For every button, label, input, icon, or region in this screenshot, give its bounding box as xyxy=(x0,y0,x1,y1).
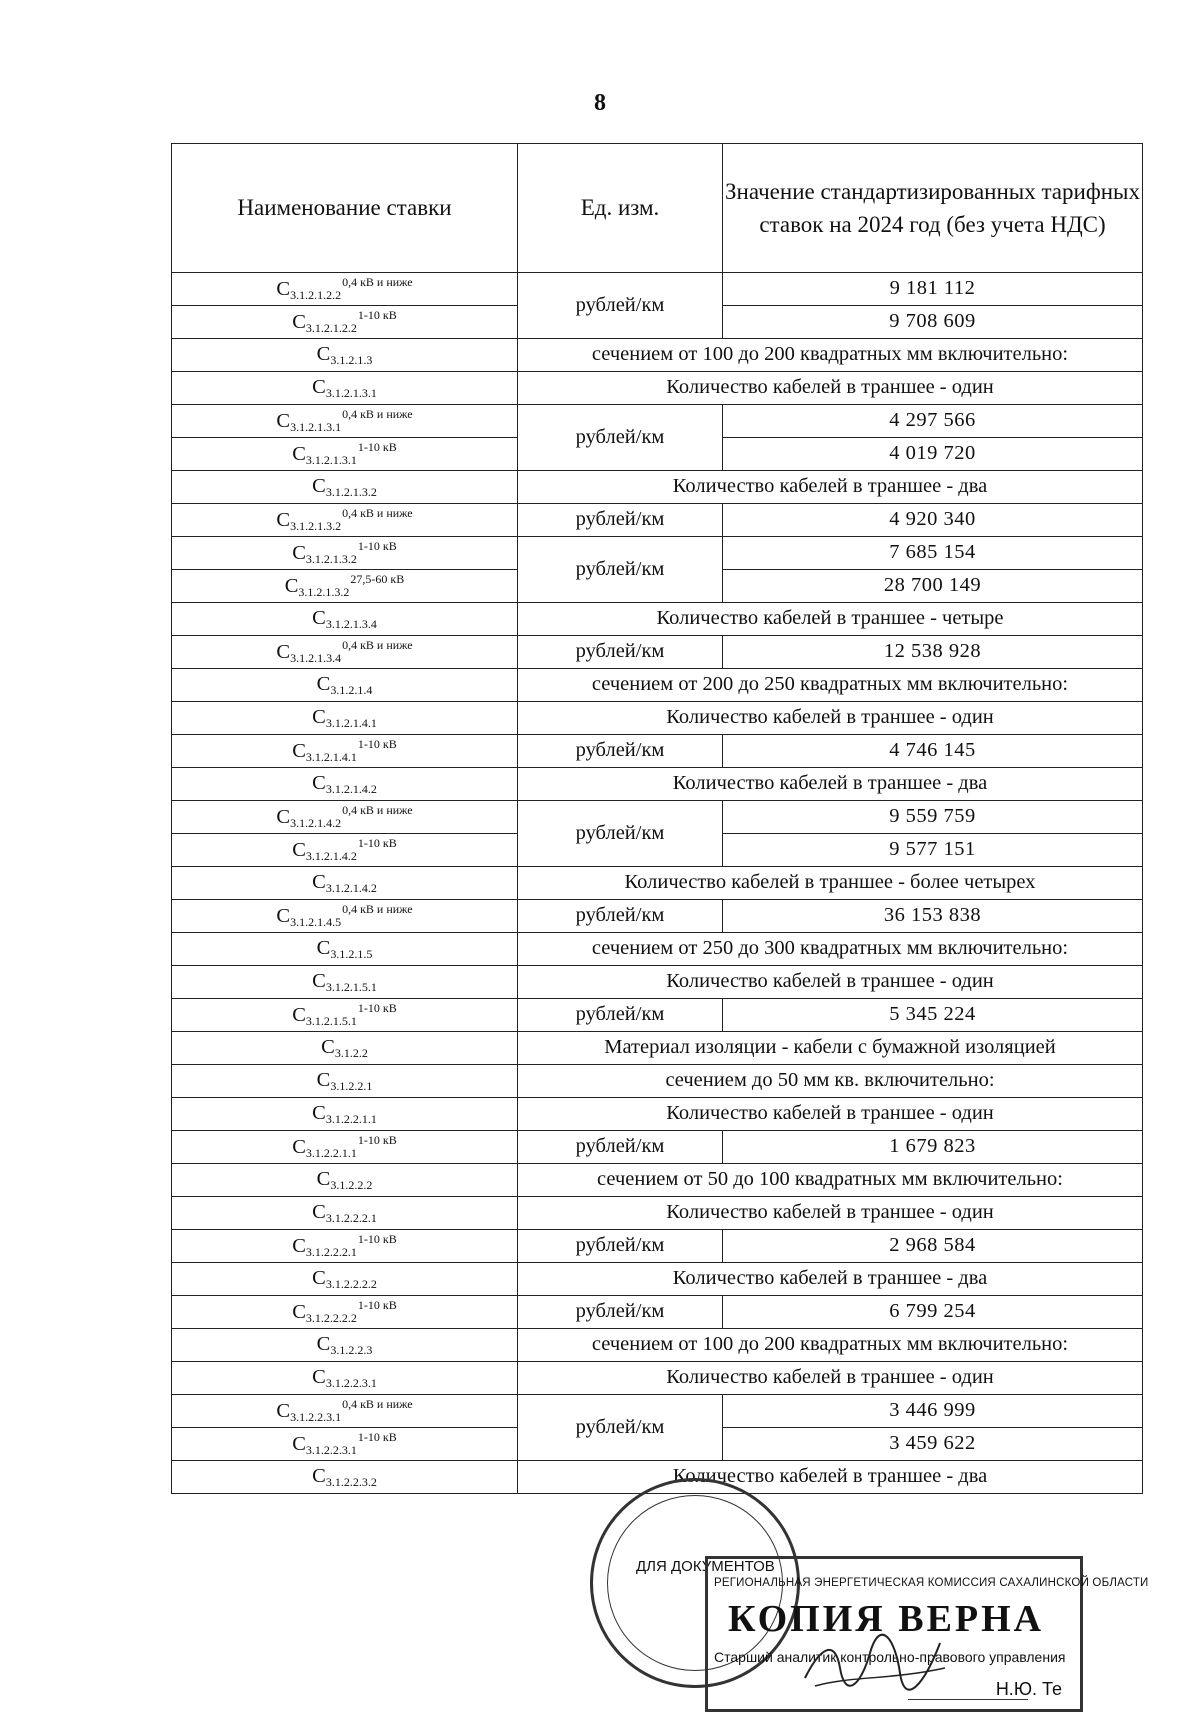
rate-code-letter: C xyxy=(312,375,326,398)
table-row xyxy=(172,603,1143,636)
rate-code-letter: C xyxy=(276,904,291,927)
rate-value-cell: 5 345 224 xyxy=(723,999,1143,1032)
table-row xyxy=(172,537,1143,570)
rate-value-cell: 9 181 112 xyxy=(723,273,1143,306)
rate-code-index: 3.1.2.1.3.1 xyxy=(325,385,377,400)
section-description: Количество кабелей в траншее - один xyxy=(518,966,1143,999)
rate-code-letter: C xyxy=(312,870,326,893)
seal-for-docs-text: ДЛЯ ДОКУМЕНТОВ xyxy=(636,1558,775,1575)
section-description: Количество кабелей в траншее - два xyxy=(518,1263,1143,1296)
rate-value-cell: 6 799 254 xyxy=(723,1296,1143,1329)
rate-code-cell xyxy=(172,834,518,867)
table-header-row xyxy=(172,144,1143,273)
rate-value-cell: 9 559 759 xyxy=(723,801,1143,834)
rate-code-cell xyxy=(172,1131,518,1164)
rate-code-cell xyxy=(172,966,518,999)
rate-code-letter: C xyxy=(292,838,306,861)
rate-code-letter: C xyxy=(276,409,291,432)
handwritten-signature xyxy=(800,1628,950,1698)
rate-code-cell xyxy=(172,735,518,768)
rate-code-letter: C xyxy=(316,342,331,365)
unit-cell: рублей/км xyxy=(518,735,723,768)
table-row xyxy=(172,1164,1143,1197)
rate-code-letter: C xyxy=(316,1332,331,1355)
table-body xyxy=(172,273,1143,1494)
rate-code-letter: C xyxy=(312,969,326,992)
table-row xyxy=(172,1362,1143,1395)
rate-value-cell: 4 920 340 xyxy=(723,504,1143,537)
rate-code-cell xyxy=(172,1230,518,1263)
rate-code-cell xyxy=(172,504,518,537)
section-description: сечением от 200 до 250 квадратных мм включительно: xyxy=(518,669,1143,702)
rate-value-cell: 4 746 145 xyxy=(723,735,1143,768)
rate-value-cell: 3 446 999 xyxy=(723,1395,1143,1428)
table-row xyxy=(172,735,1143,768)
section-description: Количество кабелей в траншее - один xyxy=(518,1362,1143,1395)
rate-code-cell xyxy=(172,801,518,834)
table-row xyxy=(172,1263,1143,1296)
section-description: сечением от 250 до 300 квадратных мм включительно: xyxy=(518,933,1143,966)
rate-voltage-class: 1-10 кВ xyxy=(357,835,397,850)
rate-code-letter: C xyxy=(276,277,291,300)
rate-code-index: 3.1.2.1.5.1 xyxy=(325,979,377,994)
rate-code-letter: C xyxy=(292,1003,306,1026)
stamp-title: КОПИЯ ВЕРНА xyxy=(728,1598,1045,1640)
table-row xyxy=(172,504,1143,537)
rate-code-letter: C xyxy=(312,1365,326,1388)
table-row xyxy=(172,966,1143,999)
section-description: Количество кабелей в траншее - два xyxy=(518,471,1143,504)
rate-code-cell xyxy=(172,339,518,372)
rate-code-letter: C xyxy=(292,1300,306,1323)
page-number: 8 xyxy=(594,90,606,116)
rate-voltage-class: 27,5-60 кВ xyxy=(350,571,405,586)
rate-code-index: 3.1.2.1.3.1 xyxy=(305,452,357,467)
section-description: Материал изоляции - кабели с бумажной изоляцией xyxy=(518,1032,1143,1065)
rate-code-cell xyxy=(172,273,518,306)
unit-cell: рублей/км xyxy=(518,537,723,603)
table-row xyxy=(172,1329,1143,1362)
rate-voltage-class: 1-10 кВ xyxy=(357,1429,397,1444)
rate-code-letter: C xyxy=(312,1464,326,1487)
table-row xyxy=(172,405,1143,438)
rate-code-index: 3.1.2.2 xyxy=(334,1045,368,1060)
rate-value-cell: 7 685 154 xyxy=(723,537,1143,570)
rate-code-index: 3.1.2.2.1.1 xyxy=(325,1111,377,1126)
rate-code-letter: C xyxy=(312,1200,326,1223)
header-value: Значение стандартизированных тарифных ставок на 2024 год (без учета НДС) xyxy=(723,144,1143,273)
section-description: сечением от 100 до 200 квадратных мм включительно: xyxy=(518,339,1143,372)
rate-code-letter: C xyxy=(292,310,306,333)
rate-code-index: 3.1.2.1.4 xyxy=(330,682,373,697)
section-description: сечением от 50 до 100 квадратных мм включительно: xyxy=(518,1164,1143,1197)
rate-voltage-class: 0,4 кВ и ниже xyxy=(342,505,413,520)
rate-code-cell xyxy=(172,1065,518,1098)
table-row xyxy=(172,702,1143,735)
table-row xyxy=(172,1065,1143,1098)
table-row xyxy=(172,1098,1143,1131)
rate-voltage-class: 0,4 кВ и ниже xyxy=(342,1396,413,1411)
rate-code-letter: C xyxy=(316,1068,331,1091)
rate-code-letter: C xyxy=(276,1399,291,1422)
rate-voltage-class: 1-10 кВ xyxy=(357,1231,397,1246)
section-description: сечением до 50 мм кв. включительно: xyxy=(518,1065,1143,1098)
rate-code-letter: C xyxy=(312,1266,326,1289)
table-row xyxy=(172,867,1143,900)
rate-code-cell xyxy=(172,1461,518,1494)
rate-code-letter: C xyxy=(312,474,326,497)
rate-code-index: 3.1.2.1.2.2 xyxy=(305,320,357,335)
rate-code-index: 3.1.2.2.1 xyxy=(330,1078,373,1093)
rate-code-cell xyxy=(172,702,518,735)
table-row xyxy=(172,1395,1143,1428)
rate-code-letter: C xyxy=(292,442,306,465)
rate-voltage-class: 0,4 кВ и ниже xyxy=(342,901,413,916)
rate-code-cell xyxy=(172,1395,518,1428)
rate-value-cell: 9 577 151 xyxy=(723,834,1143,867)
stamp-person: Н.Ю. Те xyxy=(995,1679,1062,1699)
rate-code-index: 3.1.2.2.3 xyxy=(330,1342,373,1357)
rate-code-index: 3.1.2.1.4.1 xyxy=(325,715,377,730)
section-description: сечением от 100 до 200 квадратных мм включительно: xyxy=(518,1329,1143,1362)
table-row xyxy=(172,933,1143,966)
rate-code-index: 3.1.2.2.3.1 xyxy=(290,1409,342,1424)
rate-code-index: 3.1.2.1.3.2 xyxy=(305,551,357,566)
rate-code-letter: C xyxy=(312,1101,326,1124)
unit-cell: рублей/км xyxy=(518,1296,723,1329)
rate-voltage-class: 1-10 кВ xyxy=(357,736,397,751)
table-row xyxy=(172,1131,1143,1164)
table-row xyxy=(172,669,1143,702)
rate-value-cell: 1 679 823 xyxy=(723,1131,1143,1164)
rate-code-letter: C xyxy=(312,705,326,728)
rate-code-letter: C xyxy=(316,672,331,695)
table-row xyxy=(172,999,1143,1032)
rate-value-cell: 9 708 609 xyxy=(723,306,1143,339)
section-description: Количество кабелей в траншее - два xyxy=(518,1461,1143,1494)
rate-code-cell xyxy=(172,636,518,669)
section-description: Количество кабелей в траншее - четыре xyxy=(518,603,1143,636)
rate-code-cell xyxy=(172,1296,518,1329)
unit-cell: рублей/км xyxy=(518,504,723,537)
unit-cell: рублей/км xyxy=(518,273,723,339)
rate-voltage-class: 0,4 кВ и ниже xyxy=(342,406,413,421)
unit-cell: рублей/км xyxy=(518,1131,723,1164)
rate-code-cell xyxy=(172,999,518,1032)
rate-code-index: 3.1.2.1.4.2 xyxy=(325,781,377,796)
rate-voltage-class: 1-10 кВ xyxy=(357,1132,397,1147)
rate-voltage-class: 0,4 кВ и ниже xyxy=(342,274,413,289)
rate-code-index: 3.1.2.1.3.4 xyxy=(290,650,342,665)
table-row xyxy=(172,636,1143,669)
rate-code-index: 3.1.2.1.4.2 xyxy=(305,848,357,863)
table-row xyxy=(172,339,1143,372)
rate-code-index: 3.1.2.1.4.2 xyxy=(325,880,377,895)
rate-code-letter: C xyxy=(276,640,291,663)
unit-cell: рублей/км xyxy=(518,1230,723,1263)
rate-code-cell xyxy=(172,306,518,339)
rate-code-cell xyxy=(172,570,518,603)
rate-code-cell xyxy=(172,537,518,570)
unit-cell: рублей/км xyxy=(518,900,723,933)
rate-code-index: 3.1.2.1.4.1 xyxy=(305,749,357,764)
table-row xyxy=(172,801,1143,834)
unit-cell: рублей/км xyxy=(518,1395,723,1461)
section-description: Количество кабелей в траншее - один xyxy=(518,1098,1143,1131)
rate-voltage-class: 1-10 кВ xyxy=(357,1297,397,1312)
table-row xyxy=(172,273,1143,306)
rate-value-cell: 2 968 584 xyxy=(723,1230,1143,1263)
rate-code-index: 3.1.2.2.2.1 xyxy=(325,1210,377,1225)
unit-cell: рублей/км xyxy=(518,636,723,669)
rate-code-index: 3.1.2.1.3.1 xyxy=(290,419,342,434)
rate-code-cell xyxy=(172,471,518,504)
rate-value-cell: 36 153 838 xyxy=(723,900,1143,933)
rate-value-cell: 4 019 720 xyxy=(723,438,1143,471)
rate-value-cell: 4 297 566 xyxy=(723,405,1143,438)
section-description: Количество кабелей в траншее - два xyxy=(518,768,1143,801)
section-description: Количество кабелей в траншее - один xyxy=(518,372,1143,405)
rate-code-letter: C xyxy=(284,574,299,597)
table-row xyxy=(172,1197,1143,1230)
rate-code-cell xyxy=(172,405,518,438)
stamp-position: Старший аналитик контрольно-правового управления xyxy=(714,1649,1066,1665)
rate-code-index: 3.1.2.1.2.2 xyxy=(290,287,342,302)
rate-code-cell xyxy=(172,1263,518,1296)
rate-code-cell xyxy=(172,603,518,636)
rate-code-cell xyxy=(172,867,518,900)
unit-cell: рублей/км xyxy=(518,999,723,1032)
rate-value-cell: 28 700 149 xyxy=(723,570,1143,603)
unit-cell: рублей/км xyxy=(518,801,723,867)
rate-code-cell xyxy=(172,1164,518,1197)
rate-code-index: 3.1.2.1.3.2 xyxy=(325,484,377,499)
header-unit: Ед. изм. xyxy=(518,144,723,273)
rate-voltage-class: 1-10 кВ xyxy=(357,1000,397,1015)
rate-code-index: 3.1.2.1.3.2 xyxy=(298,584,350,599)
rate-code-index: 3.1.2.2.3.1 xyxy=(325,1375,377,1390)
rate-code-letter: C xyxy=(292,1234,306,1257)
rate-code-index: 3.1.2.2.2.2 xyxy=(305,1310,357,1325)
stamp-org-line: РЕГИОНАЛЬНАЯ ЭНЕРГЕТИЧЕСКАЯ КОМИССИЯ САХАЛИНСКОЙ ОБЛАСТИ xyxy=(714,1577,1149,1589)
tariff-rates-table xyxy=(171,143,1143,1494)
rate-code-cell xyxy=(172,1098,518,1131)
rate-code-cell xyxy=(172,1197,518,1230)
rate-code-cell xyxy=(172,768,518,801)
rate-code-letter: C xyxy=(292,739,306,762)
rate-code-letter: C xyxy=(276,805,291,828)
rate-value-cell: 12 538 928 xyxy=(723,636,1143,669)
header-rate-name: Наименование ставки xyxy=(172,144,518,273)
rate-code-cell xyxy=(172,438,518,471)
rate-code-cell xyxy=(172,933,518,966)
table-row xyxy=(172,768,1143,801)
rate-value-cell: 3 459 622 xyxy=(723,1428,1143,1461)
rate-code-letter: C xyxy=(292,1135,306,1158)
rate-code-cell xyxy=(172,1032,518,1065)
rate-code-index: 3.1.2.1.3.2 xyxy=(290,518,342,533)
rate-code-letter: C xyxy=(321,1035,335,1058)
rate-code-cell xyxy=(172,669,518,702)
rate-code-index: 3.1.2.2.1.1 xyxy=(305,1145,357,1160)
rate-code-letter: C xyxy=(312,771,326,794)
table-row xyxy=(172,1032,1143,1065)
unit-cell: рублей/км xyxy=(518,405,723,471)
rate-code-index: 3.1.2.2.2.2 xyxy=(325,1276,377,1291)
rate-code-index: 3.1.2.1.3.4 xyxy=(325,616,377,631)
rate-code-index: 3.1.2.1.5.1 xyxy=(305,1013,357,1028)
rate-code-index: 3.1.2.1.4.2 xyxy=(290,815,342,830)
rate-code-letter: C xyxy=(316,1167,331,1190)
rate-code-index: 3.1.2.1.5 xyxy=(330,946,373,961)
section-description: Количество кабелей в траншее - один xyxy=(518,702,1143,735)
rate-code-index: 3.1.2.2.3.2 xyxy=(325,1474,377,1489)
table-row xyxy=(172,372,1143,405)
rate-code-cell xyxy=(172,1428,518,1461)
rate-code-letter: C xyxy=(312,606,326,629)
rate-voltage-class: 1-10 кВ xyxy=(357,439,397,454)
section-description: Количество кабелей в траншее - один xyxy=(518,1197,1143,1230)
rate-code-cell xyxy=(172,900,518,933)
section-description: Количество кабелей в траншее - более четырех xyxy=(518,867,1143,900)
rate-code-cell xyxy=(172,1362,518,1395)
rate-code-index: 3.1.2.2.2 xyxy=(330,1177,373,1192)
rate-code-index: 3.1.2.1.4.5 xyxy=(290,914,342,929)
table-row xyxy=(172,471,1143,504)
rate-code-cell xyxy=(172,1329,518,1362)
table-row xyxy=(172,1296,1143,1329)
rate-code-letter: C xyxy=(276,508,291,531)
rate-code-letter: C xyxy=(316,936,331,959)
rate-voltage-class: 1-10 кВ xyxy=(357,307,397,322)
table-row xyxy=(172,900,1143,933)
rate-code-letter: C xyxy=(292,1432,306,1455)
rate-code-index: 3.1.2.2.3.1 xyxy=(305,1442,357,1457)
rate-voltage-class: 0,4 кВ и ниже xyxy=(342,802,413,817)
rate-code-cell xyxy=(172,372,518,405)
table-row xyxy=(172,1230,1143,1263)
rate-code-index: 3.1.2.1.3 xyxy=(330,352,373,367)
rate-voltage-class: 1-10 кВ xyxy=(357,538,397,553)
rate-voltage-class: 0,4 кВ и ниже xyxy=(342,637,413,652)
rate-code-letter: C xyxy=(292,541,306,564)
rate-code-index: 3.1.2.2.2.1 xyxy=(305,1244,357,1259)
